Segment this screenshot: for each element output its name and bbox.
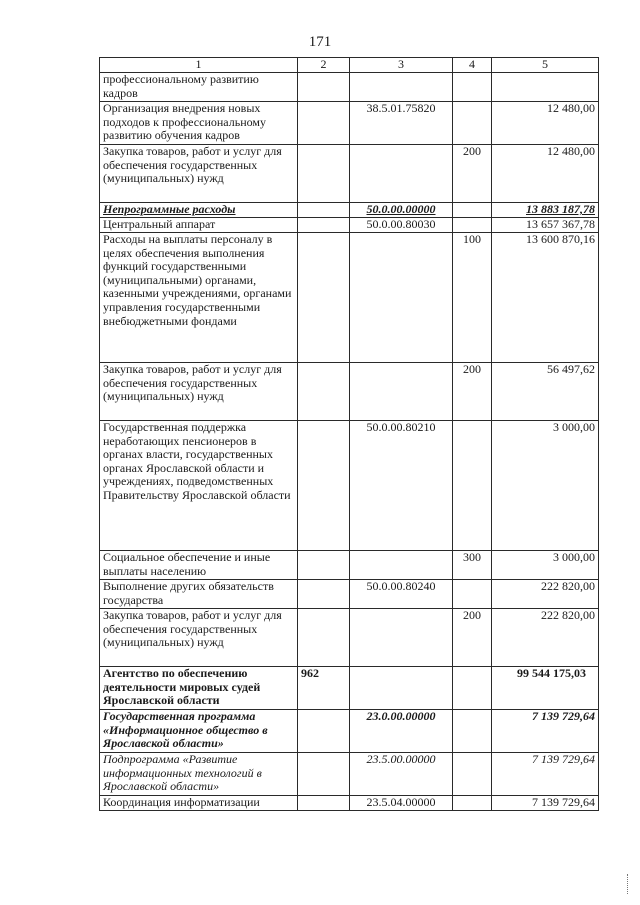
row-target-code [350, 667, 453, 710]
row-expense-type [453, 580, 492, 609]
row-amount: 7 139 729,64 [492, 753, 599, 796]
table-row [100, 667, 599, 710]
row-amount: 222 820,00 [492, 609, 599, 667]
row-expense-type [453, 102, 492, 145]
row-expense-type [453, 203, 492, 218]
row-name: Подпрограмма «Развитие информационных технологий в Ярославской области» [100, 753, 298, 796]
row-name: Закупка товаров, работ и услуг для обеспечения государственных (муниципальных) нужд [100, 363, 298, 421]
table-row [100, 145, 599, 203]
table-row [100, 233, 599, 363]
table-row [100, 102, 599, 145]
row-name: Социальное обеспечение и иные выплаты населению [100, 551, 298, 580]
row-ved-code [298, 580, 350, 609]
table-row [100, 203, 599, 218]
row-ved-code [298, 421, 350, 551]
row-target-code: 38.5.01.75820 [350, 102, 453, 145]
row-name: Агентство по обеспечению деятельности мировых судей Ярославской области [100, 667, 298, 710]
row-name: Расходы на выплаты персоналу в целях обеспечения выполнения функций государственными (муниципальными) органами, казенными учреждениями, органами управления государственными внебюджетными фондами [100, 233, 298, 363]
row-target-code: 50.0.00.80030 [350, 218, 453, 233]
row-expense-type [453, 73, 492, 102]
table-row [100, 421, 599, 551]
row-ved-code [298, 102, 350, 145]
row-ved-code [298, 551, 350, 580]
header-col-5: 5 [492, 58, 599, 73]
row-ved-code [298, 233, 350, 363]
row-ved-code: 962 [298, 667, 350, 710]
row-ved-code [298, 796, 350, 811]
row-target-code [350, 233, 453, 363]
row-expense-type: 100 [453, 233, 492, 363]
header-row [100, 58, 599, 73]
row-amount: 13 883 187,78 [492, 203, 599, 218]
row-ved-code [298, 753, 350, 796]
row-expense-type [453, 667, 492, 710]
row-amount: 13 600 870,16 [492, 233, 599, 363]
row-target-code [350, 73, 453, 102]
row-amount: 12 480,00 [492, 145, 599, 203]
row-name: профессиональному развитию кадров [100, 73, 298, 102]
row-name: Центральный аппарат [100, 218, 298, 233]
row-target-code: 23.5.04.00000 [350, 796, 453, 811]
row-target-code: 50.0.00.80240 [350, 580, 453, 609]
row-ved-code [298, 145, 350, 203]
row-name: Государственная поддержка неработающих пенсионеров в органах власти, государственных органах Ярославской области и учреждениях, подведомственных Правительству Ярославской области [100, 421, 298, 551]
row-target-code: 23.5.00.00000 [350, 753, 453, 796]
row-amount: 3 000,00 [492, 421, 599, 551]
row-expense-type [453, 753, 492, 796]
table-row [100, 218, 599, 233]
row-name: Закупка товаров, работ и услуг для обеспечения государственных (муниципальных) нужд [100, 609, 298, 667]
row-ved-code [298, 710, 350, 753]
row-target-code [350, 609, 453, 667]
header-col-4: 4 [453, 58, 492, 73]
row-amount [492, 73, 599, 102]
row-amount: 56 497,62 [492, 363, 599, 421]
row-ved-code [298, 609, 350, 667]
table-body [100, 73, 599, 811]
table-row [100, 580, 599, 609]
row-expense-type [453, 796, 492, 811]
row-ved-code [298, 218, 350, 233]
table-row [100, 609, 599, 667]
row-expense-type [453, 218, 492, 233]
table-row [100, 710, 599, 753]
scan-margin-mark [627, 874, 630, 894]
table-header [100, 58, 599, 73]
table-row [100, 73, 599, 102]
row-expense-type [453, 710, 492, 753]
row-amount: 7 139 729,64 [492, 710, 599, 753]
row-target-code [350, 363, 453, 421]
row-expense-type: 200 [453, 145, 492, 203]
row-amount: 13 657 367,78 [492, 218, 599, 233]
header-col-1: 1 [100, 58, 298, 73]
budget-table [99, 57, 599, 811]
row-name: Выполнение других обязательств государства [100, 580, 298, 609]
row-expense-type: 200 [453, 363, 492, 421]
table-row [100, 363, 599, 421]
row-name: Непрограммные расходы [100, 203, 298, 218]
row-amount: 3 000,00 [492, 551, 599, 580]
row-expense-type: 200 [453, 609, 492, 667]
header-col-3: 3 [350, 58, 453, 73]
row-ved-code [298, 73, 350, 102]
row-target-code [350, 145, 453, 203]
table-row [100, 551, 599, 580]
row-name: Координация информатизации [100, 796, 298, 811]
row-ved-code [298, 363, 350, 421]
row-expense-type [453, 421, 492, 551]
row-target-code [350, 551, 453, 580]
row-name: Организация внедрения новых подходов к профессиональному развитию обучения кадров [100, 102, 298, 145]
row-target-code: 23.0.00.00000 [350, 710, 453, 753]
page-number: 171 [308, 34, 332, 50]
row-name: Закупка товаров, работ и услуг для обеспечения государственных (муниципальных) нужд [100, 145, 298, 203]
row-amount: 222 820,00 [492, 580, 599, 609]
row-expense-type: 300 [453, 551, 492, 580]
table-row [100, 796, 599, 811]
row-target-code: 50.0.00.00000 [350, 203, 453, 218]
header-col-2: 2 [298, 58, 350, 73]
row-amount: 99 544 175,03 [492, 667, 599, 710]
row-name: Государственная программа «Информационное общество в Ярославской области» [100, 710, 298, 753]
table-row [100, 753, 599, 796]
row-ved-code [298, 203, 350, 218]
row-target-code: 50.0.00.80210 [350, 421, 453, 551]
row-amount: 7 139 729,64 [492, 796, 599, 811]
row-amount: 12 480,00 [492, 102, 599, 145]
